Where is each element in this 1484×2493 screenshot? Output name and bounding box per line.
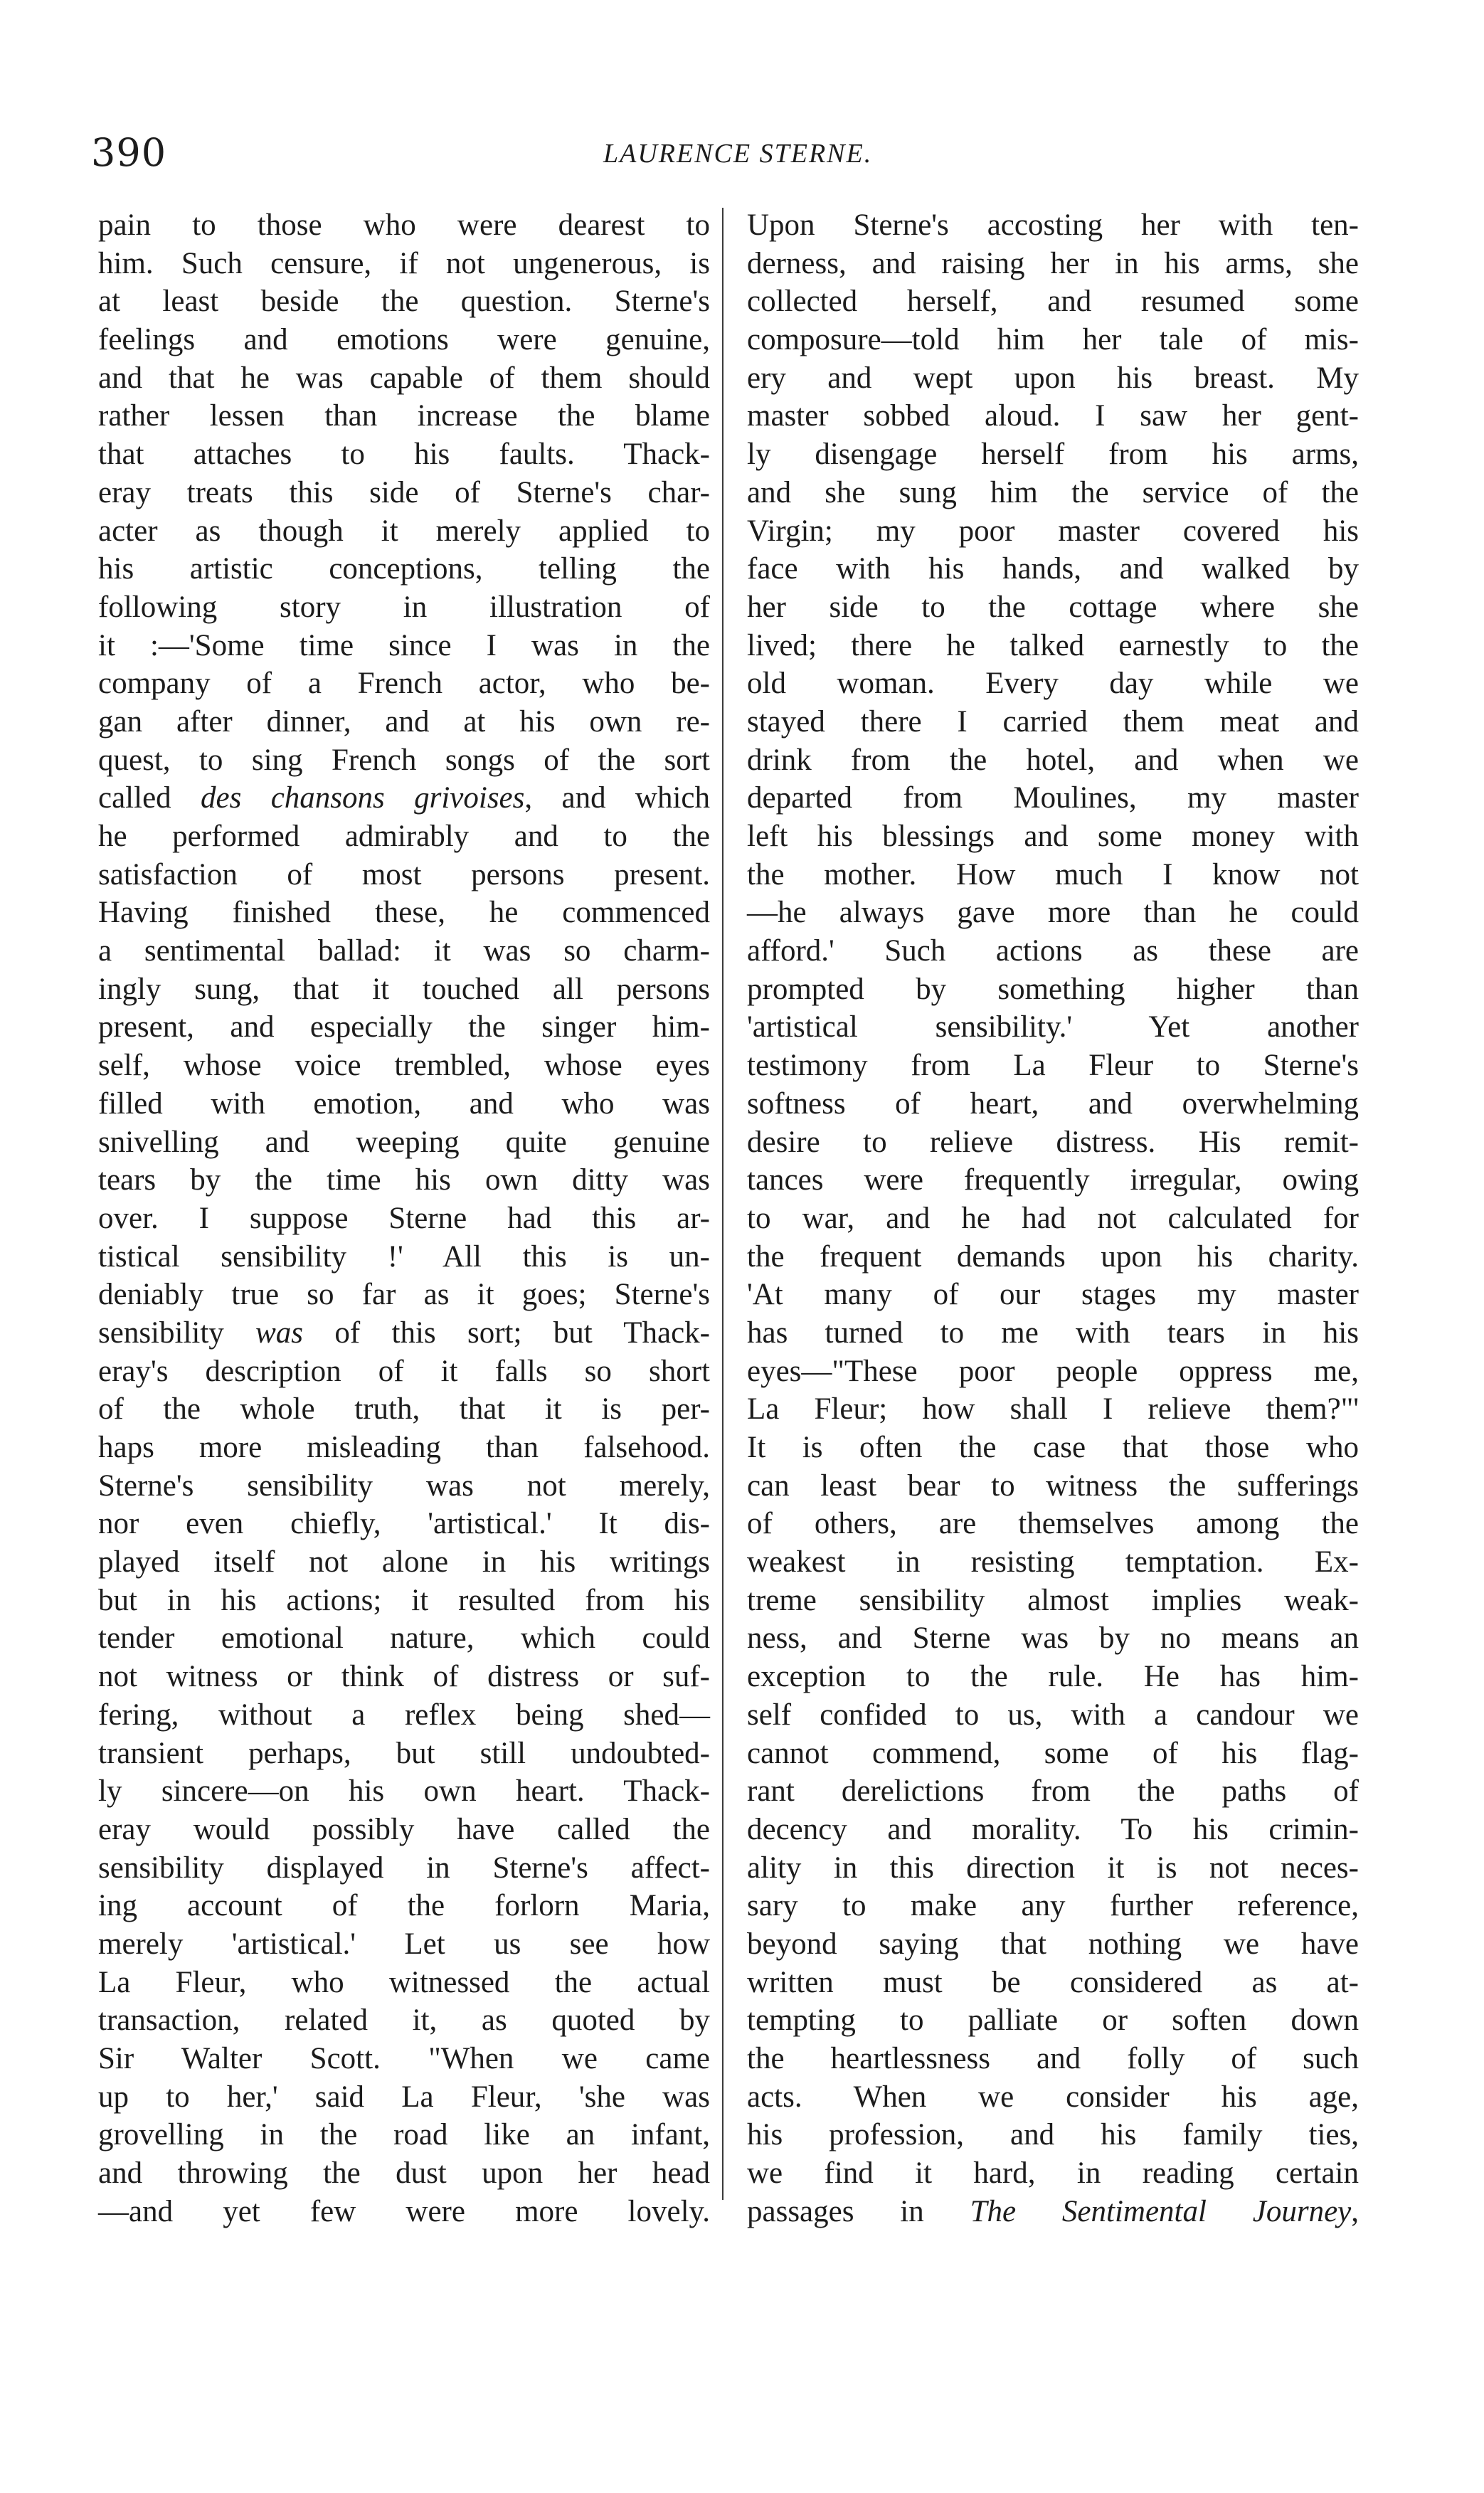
text-line: beyond saying that nothing we have xyxy=(747,1927,1359,1961)
text-line: merely 'artistical.' Let us see how xyxy=(98,1927,710,1961)
text-line: Having finished these, he commenced xyxy=(98,896,710,930)
text-line: tender emotional nature, which could xyxy=(98,1621,710,1656)
text-line: —and yet few were more lovely. xyxy=(98,2194,710,2228)
text-line: eray would possibly have called the xyxy=(98,1812,710,1846)
text-line: ery and wept upon his breast. My xyxy=(747,361,1359,395)
text-line: ing account of the forlorn Maria, xyxy=(98,1889,710,1923)
text-line: feelings and emotions were genuine, xyxy=(98,323,710,357)
text-line: 'artistical sensibility.' Yet another xyxy=(747,1010,1359,1044)
text-line: eyes—"These poor people oppress me, xyxy=(747,1354,1359,1388)
text-line: cannot commend, some of his flag- xyxy=(747,1736,1359,1770)
text-line: the mother. How much I know not xyxy=(747,857,1359,891)
text-line: It is often the case that those who xyxy=(747,1431,1359,1464)
text-line: La Fleur, who witnessed the actual xyxy=(98,1965,710,1999)
italic-phrase: The Sentimental Journey xyxy=(970,2194,1352,2228)
text-line: deniably true so far as it goes; Sterne's xyxy=(98,1278,710,1312)
text-line: collected herself, and resumed some xyxy=(747,285,1359,319)
text-line: stayed there I carried them meat and xyxy=(747,704,1359,739)
text-line: but in his actions; it resulted from his xyxy=(98,1583,710,1617)
text-line: sary to make any further reference, xyxy=(747,1889,1359,1923)
text-line: acts. When we consider his age, xyxy=(747,2080,1359,2114)
text-line: ly sincere—on his own heart. Thack- xyxy=(98,1774,710,1809)
text-line: a sentimental ballad: it was so charm- xyxy=(98,934,710,968)
text-line: lived; there he talked earnestly to the xyxy=(747,628,1359,662)
text-line: her side to the cottage where she xyxy=(747,590,1359,624)
text-line: the frequent demands upon his charity. xyxy=(747,1239,1359,1274)
text-line: rather lessen than increase the blame xyxy=(98,399,710,433)
text-line: his artistic conceptions, telling the xyxy=(98,552,710,586)
column-divider xyxy=(722,208,724,2200)
text-line: Upon Sterne's accosting her with ten- xyxy=(747,208,1359,242)
text-line: eray's description of it falls so short xyxy=(98,1354,710,1388)
text-line: the heartlessness and folly of such xyxy=(747,2042,1359,2075)
text-line: testimony from La Fleur to Sterne's xyxy=(747,1049,1359,1083)
text-line: ly disengage herself from his arms, xyxy=(747,438,1359,472)
text-line: grovelling in the road like an infant, xyxy=(98,2118,710,2152)
text-line: it :—'Some time since I was in the xyxy=(98,628,710,662)
text-line: treme sensibility almost implies weak- xyxy=(747,1583,1359,1617)
text-line: drink from the hotel, and when we xyxy=(747,743,1359,777)
text-line: left his blessings and some money with xyxy=(747,820,1359,853)
text-line: transaction, related it, as quoted by xyxy=(98,2004,710,2038)
text-line: Sterne's sensibility was not merely, xyxy=(98,1468,710,1503)
text-line: ness, and Sterne was by no means an xyxy=(747,1621,1359,1656)
text-line: tempting to palliate or soften down xyxy=(747,2004,1359,2038)
text-line: tances were frequently irregular, owing xyxy=(747,1163,1359,1197)
text-line: that attaches to his faults. Thack- xyxy=(98,438,710,472)
text-line: his profession, and his family ties, xyxy=(747,2118,1359,2152)
text-line: company of a French actor, who be- xyxy=(98,667,710,701)
text-line: Virgin; my poor master covered his xyxy=(747,514,1359,548)
text-line: he performed admirably and to the xyxy=(98,820,710,853)
text-line: rant derelictions from the paths of xyxy=(747,1774,1359,1809)
text-line: acter as though it merely applied to xyxy=(98,514,710,548)
text-line: and she sung him the service of the xyxy=(747,475,1359,509)
text-line: at least beside the question. Sterne's xyxy=(98,285,710,319)
text-line: afford.' Such actions as these are xyxy=(747,934,1359,968)
text-line: tears by the time his own ditty was xyxy=(98,1163,710,1197)
text-line: and throwing the dust upon her head xyxy=(98,2156,710,2191)
text-line: him. Such censure, if not ungenerous, is xyxy=(98,246,710,280)
text-line: decency and morality. To his crimin- xyxy=(747,1812,1359,1846)
page-number: 390 xyxy=(91,130,167,175)
text-line: derness, and raising her in his arms, she xyxy=(747,246,1359,280)
running-title: LAURENCE STERNE. xyxy=(603,139,873,169)
text-line: old woman. Every day while we xyxy=(747,667,1359,701)
text-line: written must be considered as at- xyxy=(747,1965,1359,1999)
text-line: called des chansons grivoises, and which xyxy=(98,781,711,815)
text-line: up to her,' said La Fleur, 'she was xyxy=(98,2080,710,2114)
text-line: Sir Walter Scott. "When we came xyxy=(98,2042,710,2075)
text-line: face with his hands, and walked by xyxy=(747,552,1359,586)
right-text-column xyxy=(747,206,1359,2230)
text-line: master sobbed aloud. I saw her gent- xyxy=(747,399,1359,433)
text-line: played itself not alone in his writings xyxy=(98,1545,710,1579)
text-line: tistical sensibility !' All this is un- xyxy=(98,1239,710,1274)
left-text-column xyxy=(98,206,710,2230)
text-line: can least bear to witness the sufferings xyxy=(747,1468,1359,1503)
text-line: softness of heart, and overwhelming xyxy=(747,1086,1359,1121)
text-line: passages in The Sentimental Journey, xyxy=(747,2194,1359,2228)
italic-phrase: was xyxy=(255,1316,304,1350)
text-line: composure—told him her tale of mis- xyxy=(747,323,1359,357)
text-line: has turned to me with tears in his xyxy=(747,1316,1359,1350)
text-line: nor even chiefly, 'artistical.' It dis- xyxy=(98,1507,710,1541)
running-head xyxy=(91,128,1443,178)
text-line: 'At many of our stages my master xyxy=(747,1278,1359,1312)
text-line: fering, without a reflex being shed— xyxy=(98,1698,710,1732)
text-line: present, and especially the singer him- xyxy=(98,1010,710,1044)
text-line: —he always gave more than he could xyxy=(747,896,1359,930)
text-line: sensibility was of this sort; but Thack- xyxy=(98,1316,710,1350)
italic-phrase: des chansons grivoises xyxy=(201,781,525,815)
text-line: pain to those who were dearest to xyxy=(98,208,710,242)
text-line: snivelling and weeping quite genuine xyxy=(98,1125,710,1159)
text-line: over. I suppose Sterne had this ar- xyxy=(98,1201,710,1235)
text-line: haps more misleading than falsehood. xyxy=(98,1431,710,1464)
text-line: ingly sung, that it touched all persons xyxy=(98,972,710,1006)
text-line: satisfaction of most persons present. xyxy=(98,857,710,891)
text-line: sensibility displayed in Sterne's affect- xyxy=(98,1851,710,1885)
text-line: of others, are themselves among the xyxy=(747,1507,1359,1541)
text-line: self, whose voice trembled, whose eyes xyxy=(98,1049,710,1083)
text-line: desire to relieve distress. His remit- xyxy=(747,1125,1359,1159)
text-line: filled with emotion, and who was xyxy=(98,1086,710,1121)
text-line: exception to the rule. He has him- xyxy=(747,1660,1359,1694)
text-line: self confided to us, with a candour we xyxy=(747,1698,1359,1732)
text-line: departed from Moulines, my master xyxy=(747,781,1359,815)
text-line: weakest in resisting temptation. Ex- xyxy=(747,1545,1359,1579)
text-line: ality in this direction it is not neces- xyxy=(747,1851,1359,1885)
text-line: to war, and he had not calculated for xyxy=(747,1201,1359,1235)
text-line: we find it hard, in reading certain xyxy=(747,2156,1359,2191)
text-line: prompted by something higher than xyxy=(747,972,1359,1006)
text-line: eray treats this side of Sterne's char- xyxy=(98,475,710,509)
text-line: gan after dinner, and at his own re- xyxy=(98,704,710,739)
text-line: quest, to sing French songs of the sort xyxy=(98,743,710,777)
text-line: not witness or think of distress or suf- xyxy=(98,1660,710,1694)
text-line: transient perhaps, but still undoubted- xyxy=(98,1736,710,1770)
text-line: following story in illustration of xyxy=(98,590,710,624)
text-line: of the whole truth, that it is per- xyxy=(98,1392,710,1427)
text-line: La Fleur; how shall I relieve them?"' xyxy=(747,1392,1359,1427)
text-line: and that he was capable of them should xyxy=(98,361,710,395)
